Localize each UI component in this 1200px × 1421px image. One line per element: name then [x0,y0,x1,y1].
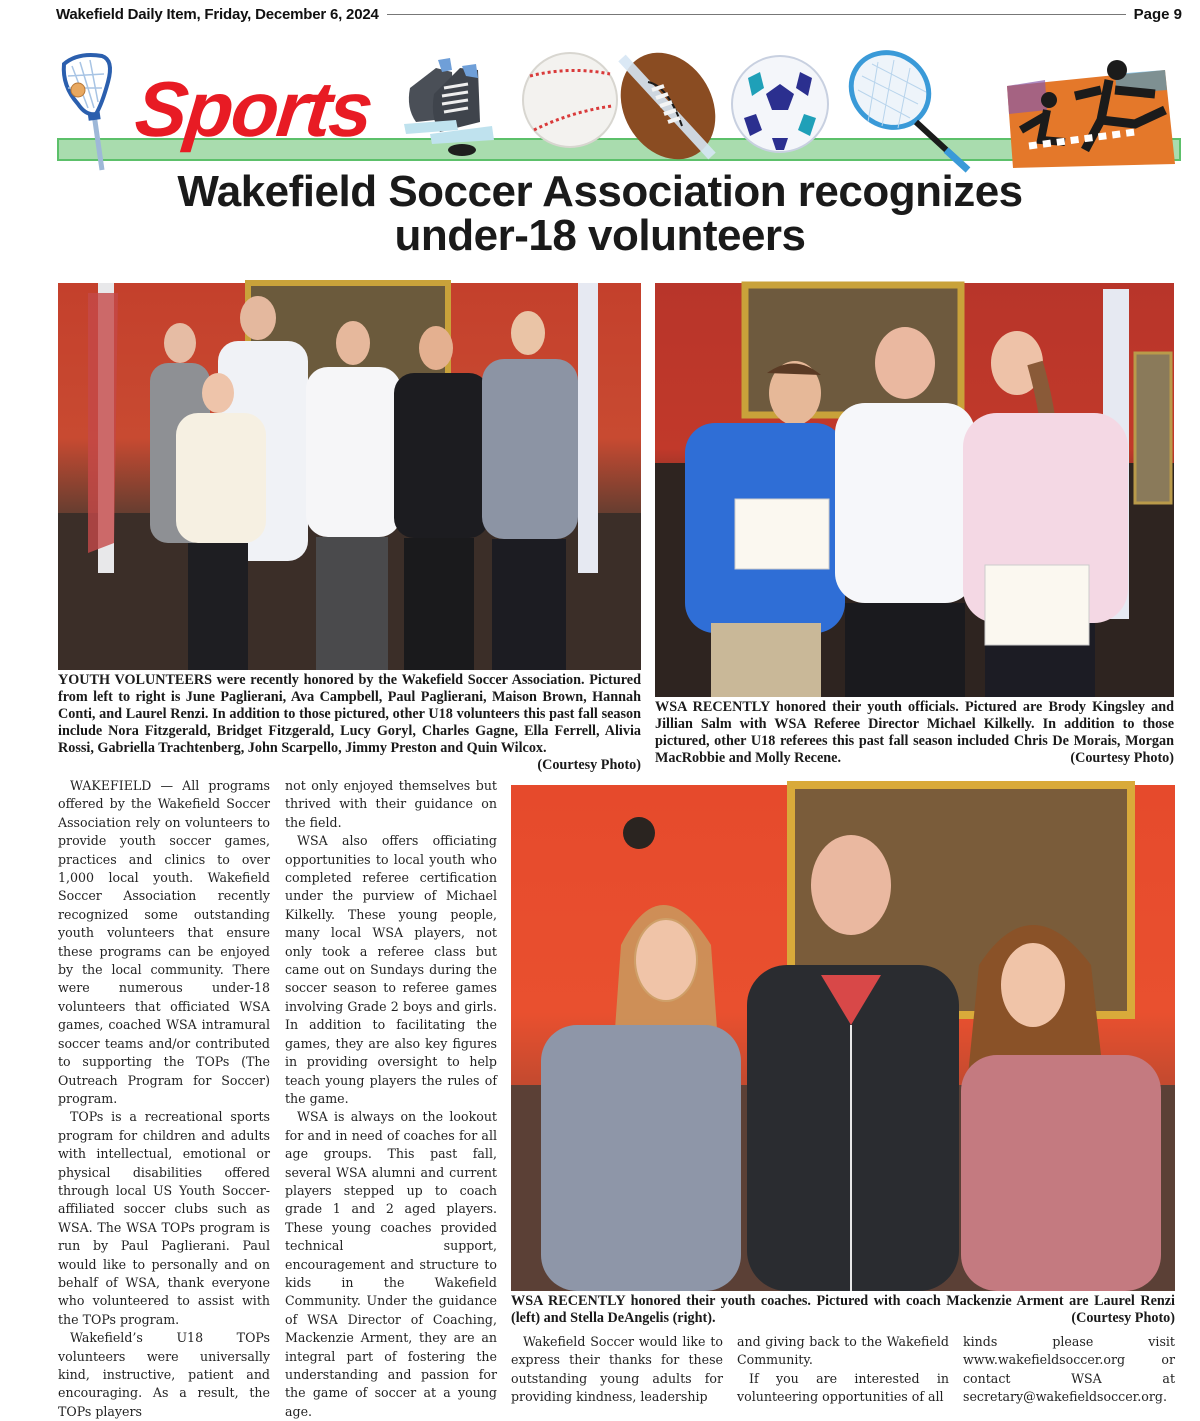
body-paragraph: and giving back to the Wakefield Community. [737,1334,949,1368]
photo-youth-volunteers [58,283,641,670]
page-number: Page 9 [1133,5,1182,23]
dateline: Wakefield Daily Item, Friday, December 6, 2024 [56,5,379,23]
sports-banner [0,40,1200,170]
football-icon [612,46,724,166]
baseball-icon [520,50,620,150]
body-paragraph: TOPs is a recreational sports program for children and adults with intellectual, emotional or physical disabilities offered through local US Youth Soccer-affiliated soccer clubs such as WSA. The WSA TOPs program is run by Paul Paglierani. Paul would like to personally and on behalf of WSA, thank everyone who volunteered to assist with the TOPs program. [58,1109,270,1327]
caption-text: WSA RECENTLY honored their youth officials. Pictured are Brody Kingsley and Jillian Salm with WSA Referee Director Michael Kilkelly. In addition to those pictured, other U18 referees this past fall season included Chris De Morais, Morgan MacRobbie and Molly Recene. [655,699,1174,766]
body-paragraph: If you are interested in volunteering opportunities of all [737,1370,949,1405]
caption-text: WSA RECENTLY honored their youth coaches. Pictured with coach Mackenzie Arment are Laurel Renzi (left) and Stella DeAngelis (right). [511,1293,1175,1326]
article-body-column-2 [285,777,497,1421]
body-paragraph: WSA also offers officiating opportunities to local youth who completed referee certification under the purview of Michael Kilkelly. These young people, many local WSA players, not only took a referee class but came out on Sundays during the soccer season to referee games involving Grade 2 boys and girls. In addition to facilitating the games, they are also key figures in providing oversight to help teach young players the rules of the game. [285,833,497,1106]
photo-credit: (Courtesy Photo) [1071,1310,1175,1326]
photo-caption-youth-coaches [511,1293,1175,1327]
photo-caption-youth-officials [655,699,1174,767]
lacrosse-stick-icon [58,52,120,172]
photo-credit: (Courtesy Photo) [1070,750,1174,766]
photo-youth-coaches-scene [511,785,1175,1291]
body-paragraph: WSA is always on the lookout for and in need of coaches for all age groups. This past fall, several WSA alumni and current players stepped up to coach grade 1 and 2 aged players. These young coaches provided technical support, encouragement and structure to kids in the Wakefield Community. Under the guidance of WSA Director of Coaching, Mackenzie Arment, they are an integral part of fostering the understanding and passion for the game of soccer at a young age. [285,1109,497,1419]
sports-section-title: Sports [131,65,376,153]
folio-line [56,4,1182,24]
article-body-column-4 [737,1333,949,1407]
folio-rule [387,14,1126,15]
body-paragraph: not only enjoyed themselves but thrived with their guidance on the field. [285,778,497,830]
body-paragraph: WAKEFIELD — All programs offered by the Wakefield Soccer Association rely on volunteers to provide youth soccer games, practices and clinics to over 1,000 local youth. Wakefield Soccer Association recently recognized some outstanding youth volunteers that ensure these programs can be enjoyed by the local community. There were numerous under-18 volunteers that officiated WSA games, coached WSA intramural soccer teams and/or contributed to supporting the TOPs (The Outreach Program for Soccer) program. [58,778,270,1106]
article-body-column-5 [963,1333,1175,1407]
tennis-racket-icon [838,46,978,172]
body-paragraph: Wakefield Soccer would like to express their thanks for these outstanding young adults for providing kindness, leadership [511,1334,723,1405]
body-paragraph: kinds please visit www.wakefieldsoccer.org or contact WSA at secretary@wakefieldsoccer.org. [963,1334,1175,1405]
article-body-column-3 [511,1333,723,1407]
headline-line-1: Wakefield Soccer Association recognizes [177,167,1023,216]
body-paragraph: Wakefield’s U18 TOPs volunteers were universally kind, instructive, patient and encouraging. As a result, the TOPs players [58,1330,270,1419]
photo-youth-officials [655,283,1174,697]
hurdlers-icon [1005,50,1181,168]
hockey-skates-icon [396,48,506,160]
photo-credit: (Courtesy Photo) [537,757,641,773]
soccer-ball-icon [728,48,832,160]
headline-line-2: under-18 volunteers [394,211,806,260]
photo-youth-officials-scene [655,283,1174,697]
article-headline [80,167,1120,260]
photo-youth-coaches [511,785,1175,1291]
caption-text: YOUTH VOLUNTEERS were recently honored by the Wakefield Soccer Association. Pictured from left to right is June Paglierani, Ava Campbell, Paul Paglierani, Maison Brown, Hannah Conti, and Laurel Renzi. In addition to those pictured, other U18 volunteers this past fall season include Nora Fitzgerald, Bridget Fitzgerald, Lucy Goryl, Charles Gagne, Ella Ferrell, Alivia Rossi, Gabriella Trachtenberg, John Scarpello, Jimmy Preston and Quin Wilcox. [58,672,641,756]
article-body-column-1 [58,777,270,1421]
photo-youth-volunteers-scene [58,283,641,670]
photo-caption-youth-volunteers [58,672,641,774]
